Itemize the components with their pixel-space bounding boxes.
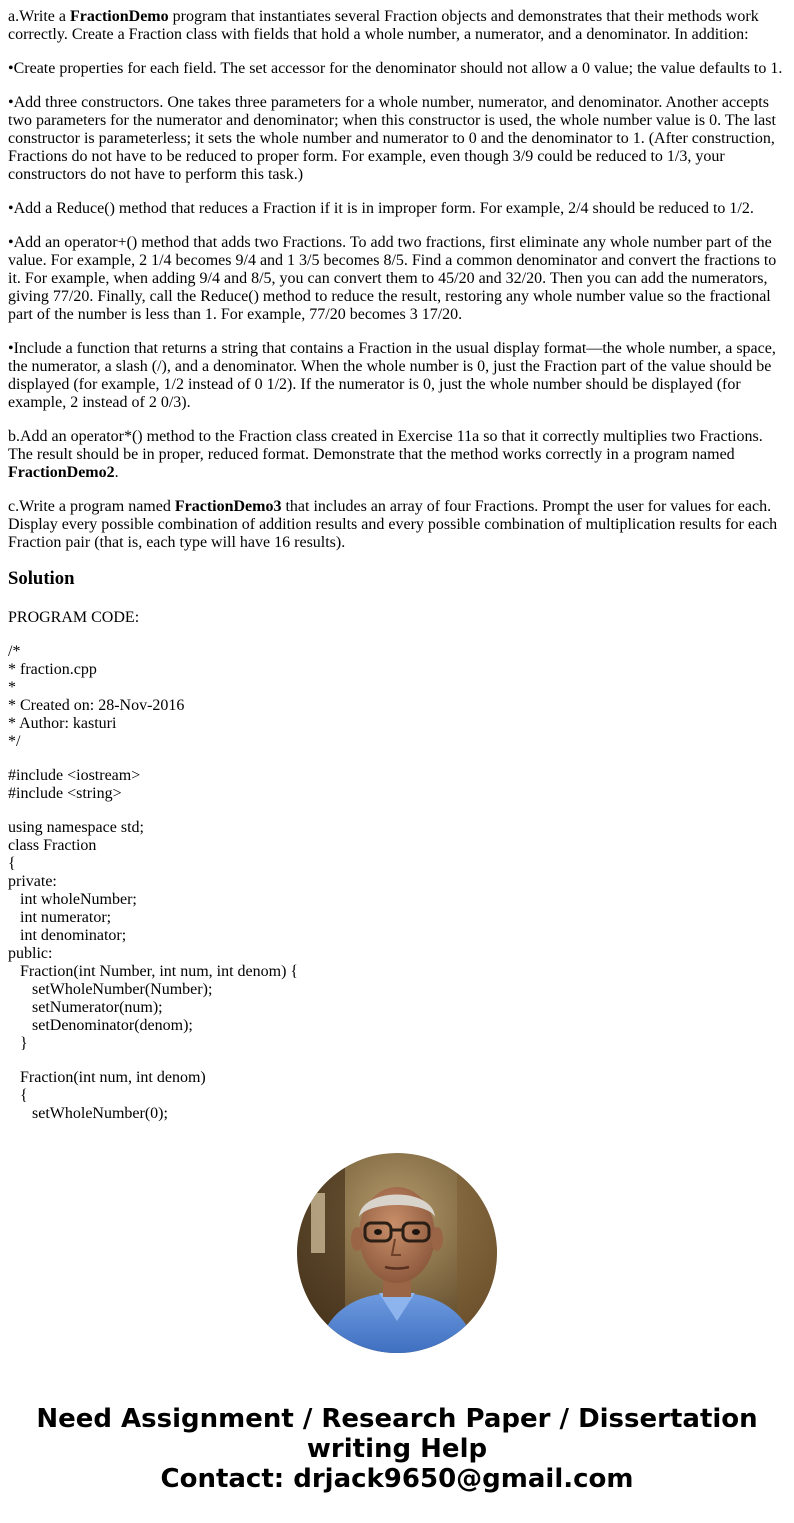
footer-banner: [0, 1404, 794, 1494]
code-block: [8, 767, 786, 803]
bullet-properties: •Create properties for each field. The set accessor for the denominator should not allow a 0 value; the value defaults to 1.: [8, 60, 783, 77]
part-a-paragraph: [8, 8, 786, 44]
bullet-display-string: •Include a function that returns a string that contains a Fraction in the usual display format—the whole number, a space, the numerator, a slash (/), and a denominator. When the whole number is 0, just the Fraction part of the value should be displayed (for example, 1/2 instead of 0 1/2). If the numerator is 0, just the whole number should be displayed (for example, 2 instead of 2 0/3).: [8, 340, 776, 411]
code-line: setNumerator(num);: [8, 999, 163, 1016]
code-line: {: [8, 855, 16, 872]
author-avatar: [297, 1153, 497, 1353]
code-block: [8, 643, 786, 751]
code-line: }: [8, 1035, 28, 1052]
footer-line-1: Need Assignment / Research Paper / Dissertation: [36, 1404, 758, 1434]
part-a-suffix: program that instantiates several Fraction objects and demonstrates that their methods work correctly. Create a Fraction class with fields that hold a whole number, a numerator, and a denominator. In addition:: [8, 8, 759, 43]
code-line: * Created on: 28-Nov-2016: [8, 697, 185, 714]
code-line: int numerator;: [8, 909, 112, 926]
code-block: [8, 1069, 786, 1123]
code-line: class Fraction: [8, 837, 97, 854]
code-line: Fraction(int num, int denom): [8, 1069, 206, 1086]
part-b-paragraph: [8, 428, 786, 482]
part-a-prefix: a.Write a: [8, 8, 70, 25]
bullet-reduce: •Add a Reduce() method that reduces a Fraction if it is in improper form. For example, 2/4 should be reduced to 1/2.: [8, 200, 754, 217]
code-line: {: [8, 1087, 28, 1104]
program-code: [8, 643, 786, 1123]
code-line: * fraction.cpp: [8, 661, 97, 678]
part-c-program-name: FractionDemo3: [174, 498, 282, 515]
author-photo: [297, 1153, 497, 1353]
document-body: [8, 8, 786, 1123]
code-line: using namespace std;: [8, 819, 144, 836]
code-line: int wholeNumber;: [8, 891, 137, 908]
code-line: * Author: kasturi: [8, 715, 117, 732]
code-line: setWholeNumber(0);: [8, 1105, 168, 1122]
part-c-prefix: c.Write a program named: [8, 498, 175, 515]
code-line: */: [8, 733, 21, 750]
code-line: #include <iostream>: [8, 767, 141, 784]
code-line: public:: [8, 945, 53, 962]
code-block: [8, 819, 786, 1053]
part-b-suffix: .: [114, 464, 119, 481]
code-line: setWholeNumber(Number);: [8, 981, 213, 998]
solution-heading: Solution: [8, 568, 75, 589]
footer-line-2: writing Help: [306, 1434, 488, 1464]
code-line: *: [8, 679, 16, 696]
code-line: int denominator;: [8, 927, 127, 944]
part-a-program-name: FractionDemo: [69, 8, 169, 25]
bullet-constructors: •Add three constructors. One takes three parameters for a whole number, numerator, and denominator. Another accepts two parameters for the numerator and denominator; when this constructor is used, the whole number value is 0. The last constructor is parameterless; it sets the whole number and numerator to 0 and the denominator to 1. (After construction, Fractions do not have to be reduced to proper form. For example, even though 3/9 could be reduced to 1/3, your constructors do not have to perform this task.): [8, 94, 776, 183]
footer-contact: Contact: drjack9650@gmail.com: [160, 1464, 634, 1494]
code-line: private:: [8, 873, 57, 890]
code-line: Fraction(int Number, int num, int denom) {: [8, 963, 299, 980]
part-c-paragraph: [8, 498, 786, 552]
code-line: setDenominator(denom);: [8, 1017, 193, 1034]
part-b-program-name: FractionDemo2: [8, 464, 115, 481]
bullet-operator-plus: •Add an operator+() method that adds two Fractions. To add two fractions, first eliminate any whole number part of the value. For example, 2 1/4 becomes 9/4 and 1 3/5 becomes 8/5. Find a common denominator and convert the fractions to it. For example, when adding 9/4 and 8/5, you can convert them to 45/20 and 32/20. Then you can add the numerators, giving 77/20. Finally, call the Reduce() method to reduce the result, restoring any whole number value so the fractional part of the number is less than 1. For example, 77/20 becomes 3 17/20.: [8, 234, 777, 323]
part-c-suffix: that includes an array of four Fractions. Prompt the user for values for each. Display every possible combination of addition results and every possible combination of multiplication results for each Fraction pair (that is, each type will have 16 results).: [8, 498, 778, 551]
part-b-prefix: b.Add an operator*() method to the Fraction class created in Exercise 11a so that it correctly multiplies two Fractions. The result should be in proper, reduced format. Demonstrate that the method works correctly in a program named: [8, 428, 763, 463]
code-line: /*: [8, 643, 21, 660]
code-line: #include <string>: [8, 785, 122, 802]
program-code-label: PROGRAM CODE:: [8, 609, 140, 626]
